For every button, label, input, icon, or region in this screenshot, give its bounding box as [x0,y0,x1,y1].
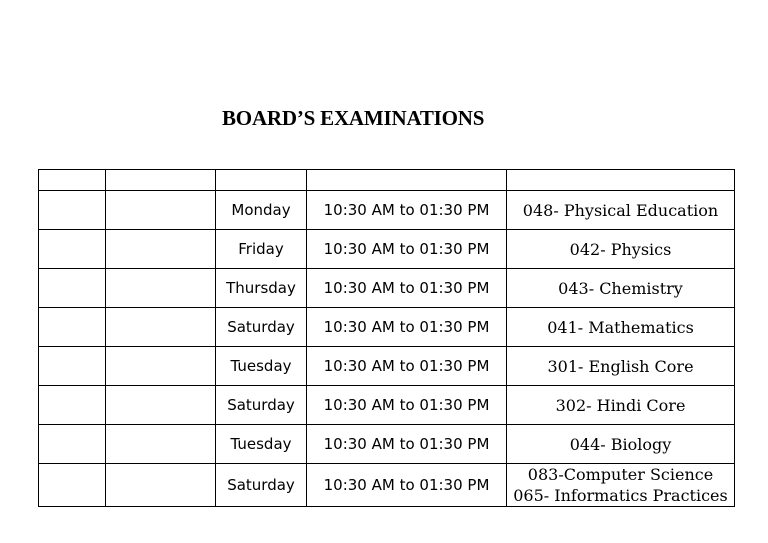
time-cell: 10:30 AM to 01:30 PM [307,386,507,425]
day-cell: Saturday [216,464,307,507]
day-cell: Tuesday [216,425,307,464]
date-cell [39,308,106,347]
blank-cell [106,386,216,425]
time-cell: 10:30 AM to 01:30 PM [307,347,507,386]
subject-cell [507,191,735,230]
subject-line: 044- Biology [569,434,672,454]
date-cell [39,269,106,308]
time-cell: 10:30 AM to 01:30 PM [307,308,507,347]
subject-line: 041- Mathematics [547,317,694,337]
blank-cell [106,425,216,464]
day-cell: Friday [216,230,307,269]
time-cell: 10:30 AM to 01:30 PM [307,269,507,308]
table-row [39,386,735,425]
table-row [39,191,735,230]
subject-line: 301- English Core [547,356,694,376]
blank-cell [106,269,216,308]
subject-line: 302- Hindi Core [555,395,686,415]
blank-cell [106,191,216,230]
date-cell [39,425,106,464]
subject-cell [507,464,735,507]
table-row [39,269,735,308]
subject-line: 083-Computer Science [527,465,714,484]
header-cell [507,170,735,191]
exam-schedule-table [38,169,735,507]
page-title: BOARD’S EXAMINATIONS [222,106,485,130]
day-cell: Saturday [216,308,307,347]
date-cell [39,464,106,507]
table-header-row [39,170,735,191]
subject-cell [507,269,735,308]
time-cell: 10:30 AM to 01:30 PM [307,425,507,464]
subject-cell [507,347,735,386]
date-cell [39,386,106,425]
table-row [39,347,735,386]
subject-line: 043- Chemistry [558,278,683,298]
subject-cell [507,308,735,347]
header-cell [307,170,507,191]
table-row [39,308,735,347]
time-cell: 10:30 AM to 01:30 PM [307,230,507,269]
header-cell [106,170,216,191]
subject-cell [507,386,735,425]
time-cell: 10:30 AM to 01:30 PM [307,191,507,230]
blank-cell [106,464,216,507]
subject-line: 048- Physical Education [522,200,719,220]
day-cell: Tuesday [216,347,307,386]
subject-line: 065- Informatics Practices [513,486,728,505]
subject-line: 042- Physics [569,239,672,259]
table-row [39,425,735,464]
day-cell: Saturday [216,386,307,425]
blank-cell [106,308,216,347]
table-row [39,230,735,269]
blank-cell [106,347,216,386]
subject-cell [507,230,735,269]
date-cell [39,191,106,230]
day-cell: Monday [216,191,307,230]
blank-cell [106,230,216,269]
header-cell [216,170,307,191]
date-cell [39,230,106,269]
header-cell [39,170,106,191]
day-cell: Thursday [216,269,307,308]
table-row [39,464,735,507]
time-cell: 10:30 AM to 01:30 PM [307,464,507,507]
date-cell [39,347,106,386]
subject-cell [507,425,735,464]
